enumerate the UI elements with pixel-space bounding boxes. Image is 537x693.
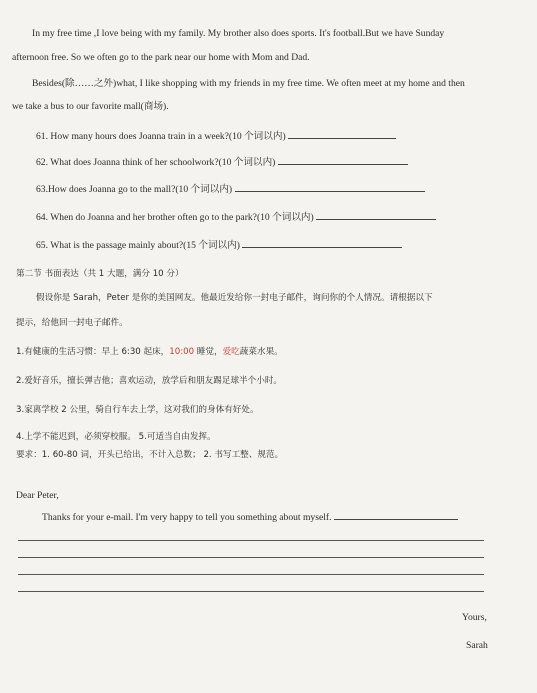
answer-blank[interactable] xyxy=(235,182,425,192)
point-text: 爱吃 xyxy=(222,347,240,357)
answer-blank[interactable] xyxy=(242,238,402,248)
section-intro: 提示，给他回一封电子邮件。 xyxy=(16,318,128,328)
answer-blank[interactable] xyxy=(288,129,396,139)
answer-blank[interactable] xyxy=(316,210,436,220)
point-time: 10:00 xyxy=(169,347,195,357)
passage-line: Besides(除……之外)what, I like shopping with my friends in my free time. We often meet at my home and then xyxy=(32,78,465,89)
letter-greeting: Dear Peter, xyxy=(16,490,59,501)
question-63 xyxy=(36,182,425,196)
question-text: 64. When do Joanna and her brother often go to the park?(10 个词以内) xyxy=(36,212,314,223)
requirements: 要求：1. 60-80 词，开头已给出，不计入总数； 2. 书写工整、规范。 xyxy=(16,450,284,460)
question-text: 61. How many hours does Joanna train in a week?(10 个词以内) xyxy=(36,131,286,142)
answer-blank[interactable] xyxy=(278,155,408,165)
question-text: 65. What is the passage mainly about?(15 个词以内) xyxy=(36,240,240,251)
question-65 xyxy=(36,238,402,252)
passage-line: afternoon free. So we often go to the park near our home with Mom and Dad. xyxy=(12,52,310,63)
writing-line[interactable] xyxy=(18,591,484,592)
question-text: 63.How does Joanna go to the mall?(10 个词以内) xyxy=(36,184,233,195)
letter-closing: Yours, xyxy=(462,612,487,623)
question-text: 62. What does Joanna think of her schoolwork?(10 个词以内) xyxy=(36,157,276,168)
opening-text: Thanks for your e-mail. I'm very happy to tell you something about myself. xyxy=(42,512,332,523)
point-text: 蔬菜水果。 xyxy=(239,347,283,357)
section-intro: 假设你是 Sarah，Peter 是你的美国网友。他最近发给你一封电子邮件，询问你的个人情况。请根据以下 xyxy=(36,293,433,303)
prompt-point-2: 2.爱好音乐，擅长弹吉他；喜欢运动，放学后和朋友踢足球半个小时。 xyxy=(16,376,283,386)
prompt-point-4-5: 4.上学不能迟到，必须穿校服。 5.可适当自由发挥。 xyxy=(16,432,216,442)
question-61 xyxy=(36,129,396,143)
point-text: 睡觉， xyxy=(194,347,223,357)
prompt-point-1 xyxy=(16,346,283,358)
question-62 xyxy=(36,155,408,169)
letter-opening xyxy=(42,510,458,524)
answer-blank[interactable] xyxy=(334,510,458,520)
question-64 xyxy=(36,210,436,224)
section-heading: 第二节 书面表达（共 1 大题，满分 10 分） xyxy=(16,269,184,279)
point-text: 1.有健康的生活习惯：早上 6:30 起床， xyxy=(16,347,170,357)
letter-signature: Sarah xyxy=(466,640,488,651)
prompt-point-3: 3.家离学校 2 公里，骑自行车去上学，这对我们的身体有好处。 xyxy=(16,405,259,415)
writing-line[interactable] xyxy=(18,557,484,558)
writing-line[interactable] xyxy=(18,574,484,575)
passage-line: we take a bus to our favorite mall(商场). xyxy=(12,101,169,112)
writing-line[interactable] xyxy=(18,540,484,541)
passage-line: In my free time ,I love being with my family. My brother also does sports. It's football.But we have Sunday xyxy=(32,28,445,39)
